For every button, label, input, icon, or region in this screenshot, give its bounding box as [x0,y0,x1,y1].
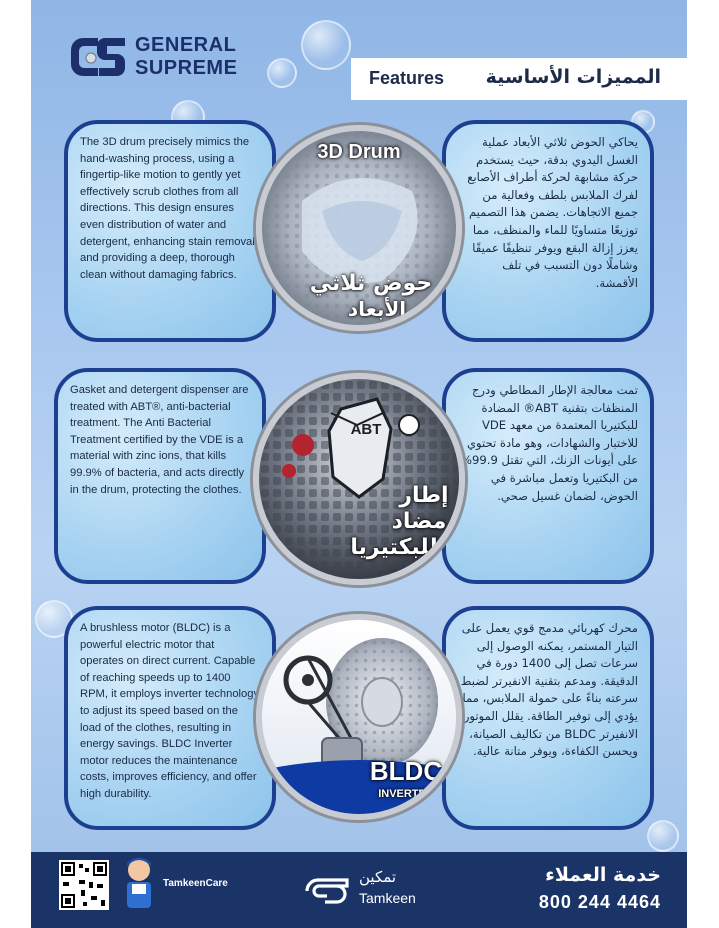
bubble-decoration [301,20,351,70]
flyer-page [31,0,687,928]
features-title-ar: المميزات الأساسية [485,66,661,88]
feature-2-image-abt [253,373,465,585]
feature-2-badge-ar-2: مضاد [391,509,447,534]
feature-3-badge-en-2: INVERTER [378,788,434,800]
feature-1-badge-en: 3D Drum [317,141,401,163]
feature-1-description-en: The 3D drum precisely mimics the hand-washing process, using a fingertip-like motion to gently yet effectively scrub clothes from all directions. This design ensures even distribution of water and detergent, enhancing stain removal and providing a deep, thorough clean without damaging fabrics. [80,136,255,281]
gs-logo-icon [69,34,127,80]
tamkeen-logo-icon [303,876,351,906]
features-header [351,58,687,100]
feature-1-badge-ar-2: الأبعاد [347,297,407,321]
brand-line-2: SUPREME [135,57,238,79]
mascot-icon [119,854,159,914]
feature-2-badge-ar-1: إطار [399,483,449,508]
feature-1-text-en [64,120,276,342]
feature-3-image-bldc [256,614,462,820]
customer-service-label: خدمة العملاء [545,864,661,886]
features-title-en: Features [369,68,445,88]
feature-2-description-en: Gasket and detergent dispenser are treated with ABT®, anti-bacterial treatment. The Anti Bacterial Treatment certified by the VDE is a material with zinc ions, that kills 99.9% of bacteria, and acts directly in the drum, protecting the clothes. [70,384,249,496]
feature-2-badge-ar-3: للبكتيريا [350,535,438,560]
qr-code-icon[interactable] [59,860,109,910]
feature-3-text-ar [442,606,654,830]
feature-2-text-ar [442,368,654,584]
feature-2-text-en [54,368,266,584]
feature-3-description-en: A brushless motor (BLDC) is a powerful electric motor that operates on direct current. Capable of reaching speeds up to 1400 RPM, it employs inverter technology to adjust its speed based on the load of the clothes, resulting in energy savings. BLDC Inverter motor reduces the maintenance costs, improves efficiency, and offer high durability. [80,622,260,800]
feature-3-description-ar: محرك كهربائي مدمج قوي يعمل على التيار المستمر، يمكنه الوصول إلى سرعات تصل إلى 1400 دورة في الدقيقة. ومدعم بتقنية الانفيرتر لضبط سرعته بناءً على حمولة الملابس، مما يؤدي إلى توفير الطاقة. يقلل الموتور الانفيرتر BLDC من تكاليف الصيانة، ويحسن الكفاءة، ويوفر متانة عالية. [460,621,638,759]
feature-1-badge-ar-1: حوض ثلاثي [309,271,433,296]
feature-3-text-en [64,606,276,830]
feature-3-badge-en-1: BLDC [369,756,443,786]
footer [31,852,687,928]
feature-2-badge-logo: ABT [350,421,382,438]
feature-1-description-ar: يحاكي الحوض ثلاثي الأبعاد عملية الغسل اليدوي بدقة، حيث يستخدم حركة مشابهة لحركة أطراف الأصابع لفرك الملابس بلطف وفعالية من جميع الاتجاهات. يضمن هذا التصميم توزيعًا متساويًا للماء والمنظف، مما يعزز إزالة البقع ويوفر تنظيفًا عميقًا وشاملًا دون التسبب في تلف الأقمشة. [467,135,638,290]
tamkeen-care-brand: TamkeenCare [163,878,228,889]
feature-1-text-ar [442,120,654,342]
bubble-decoration [267,58,297,88]
bubble-decoration [647,820,679,852]
tamkeen-name-en: Tamkeen [359,890,416,906]
feature-2-description-ar: تمت معالجة الإطار المطاطي ودرج المنظفات بتقنية ABT® المضادة للبكتيريا المعتمدة من معهد VDE للاختبار والشهادات، وهو مادة تحتوي على أيونات الزنك، التي تقتل 99.9% من البكتيريا وتعمل مباشرة في الحوض، لضمان غسيل صحي. [461,383,638,503]
general-supreme-logo [69,34,249,80]
brand-line-1: GENERAL [135,34,237,56]
tamkeen-name-ar: تمكين [359,868,397,886]
feature-1-image-3d-drum [256,125,462,331]
customer-service-number[interactable]: 800 244 4464 [538,892,661,912]
tamkeen-logo [303,868,433,912]
brand-name [135,34,237,80]
